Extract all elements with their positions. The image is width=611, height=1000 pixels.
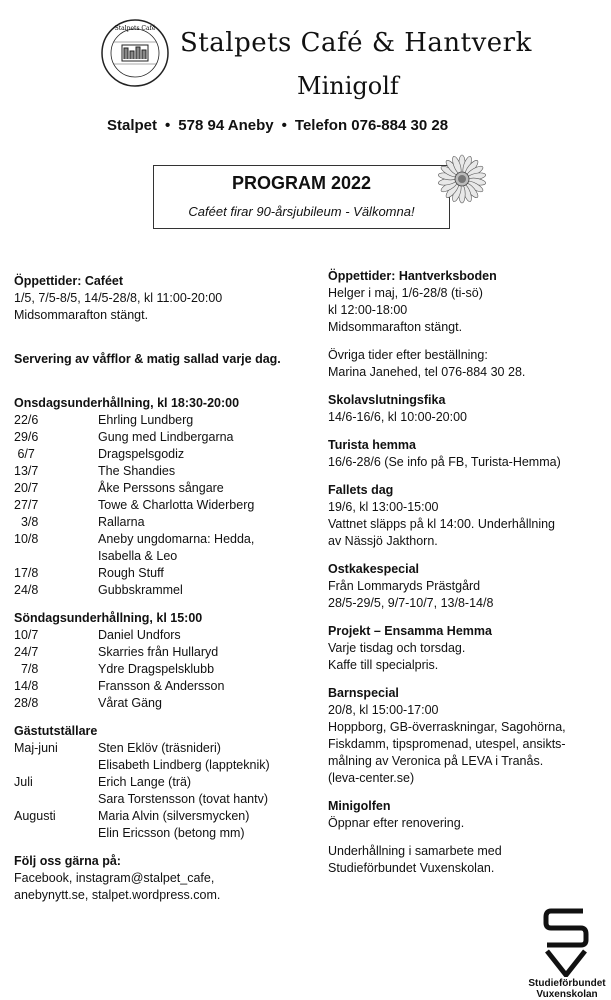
ostkake-line: Från Lommaryds Prästgård [328,579,481,593]
list-item [14,740,304,757]
item-name: Erich Lange (trä) [98,775,192,789]
crafts-hours-line: Helger i maj, 1/6-28/8 (ti-sö) [328,286,483,300]
list-item [14,429,304,446]
crafts-hours-line: kl 12:00-18:00 [328,303,408,317]
ostkake-line: 28/5-29/5, 9/7-10/7, 13/8-14/8 [328,596,494,610]
minigolf-line: Öppnar efter renovering. [328,816,465,830]
sv-logo-icon [543,907,589,977]
list-item [14,644,304,661]
item-name: Isabella & Leo [98,549,178,563]
follow-line: Facebook, instagram@stalpet_cafe, [14,871,215,885]
item-date: 10/8 [14,532,39,546]
item-name: Rough Stuff [98,566,164,580]
other-times-line: Marina Janehed, tel 076-884 30 28. [328,365,526,379]
list-item [14,678,304,695]
fallets-line: av Nässjö Jakthorn. [328,534,438,548]
list-item [14,548,304,565]
item-date: 29/6 [14,430,39,444]
list-item [14,565,304,582]
item-date: 22/6 [14,413,39,427]
item-date: 27/7 [14,498,39,512]
sv-logo-line: Studieförbundet [528,978,606,989]
item-name: Sten Eklöv (träsnideri) [98,741,221,755]
svg-text:Stalpets Café: Stalpets Café [114,25,156,32]
barn-line: målning av Veronica på LEVA i Tranås. [328,754,544,768]
sunday-list [14,627,304,712]
item-date: 20/7 [14,481,39,495]
projekt-line: Kaffe till specialpris. [328,658,439,672]
item-date: 10/7 [14,628,39,642]
fallets-line: 19/6, kl 13:00-15:00 [328,500,439,514]
ostkake-heading: Ostkakespecial [328,562,420,576]
other-times-line: Övriga tider efter beställning: [328,348,488,362]
list-item [14,774,304,791]
item-name: Towe & Charlotta Widerberg [98,498,255,512]
barn-heading: Barnspecial [328,686,399,700]
crafts-hours-line: Midsommarafton stängt. [328,320,463,334]
contact-postal: 578 94 Aneby [178,117,274,134]
list-item [14,582,304,599]
wednesday-list [14,412,304,599]
item-date: 17/8 [14,566,39,580]
cafe-hours-line: Midsommarafton stängt. [14,308,149,322]
contact-place: Stalpet [107,117,158,134]
projekt-heading: Projekt – Ensamma Hemma [328,624,492,638]
item-name: Ydre Dragspelsklubb [98,662,215,676]
list-item [14,791,304,808]
item-name: Gung med Lindbergarna [98,430,234,444]
item-name: Åke Perssons sångare [98,481,224,495]
item-name: Gubbskrammel [98,583,183,597]
item-date: 24/8 [14,583,39,597]
item-date: 6/7 [14,447,35,461]
list-item [14,514,304,531]
item-name: Vårat Gäng [98,696,162,710]
wednesday-heading: Onsdagsunderhållning, kl 18:30-20:00 [14,396,240,410]
follow-heading: Följ oss gärna på: [14,854,121,868]
list-item [14,446,304,463]
list-item [14,661,304,678]
list-item [14,463,304,480]
fallets-line: Vattnet släpps på kl 14:00. Underhållning [328,517,556,531]
page-title: Stalpets Café & Hantverk [180,28,532,58]
program-title: PROGRAM 2022 [231,173,372,193]
list-item [14,695,304,712]
item-name: Rallarna [98,515,145,529]
list-item [14,808,304,825]
barn-line: (leva-center.se) [328,771,415,785]
item-date: Maj-juni [14,741,58,755]
item-date: 14/8 [14,679,39,693]
guests-list [14,740,304,842]
list-item [14,480,304,497]
guests-heading: Gästutställare [14,724,98,738]
item-name: Aneby ungdomarna: Hedda, [98,532,255,546]
turista-heading: Turista hemma [328,438,416,452]
item-date: 7/8 [14,662,39,676]
item-date: 28/8 [14,696,39,710]
list-item [14,757,304,774]
flower-icon [436,153,488,205]
program-box [153,165,450,229]
sponsor-line: Underhållning i samarbete med [328,844,502,858]
list-item [14,412,304,429]
sponsor-line: Studieförbundet Vuxenskolan. [328,861,495,875]
serving-text: Servering av våfflor & matig sallad varje dag. [14,352,281,366]
sv-logo-line: Vuxenskolan [536,989,598,1000]
cafe-hours-heading: Öppettider: Caféet [14,274,124,288]
item-name: Sara Torstensson (tovat hantv) [98,792,268,806]
item-date: 3/8 [14,515,39,529]
item-name: Dragspelsgodiz [98,447,185,461]
follow-line: anebynytt.se, stalpet.wordpress.com. [14,888,221,902]
right-column [328,268,608,877]
item-name: Ehrling Lundberg [98,413,194,427]
projekt-line: Varje tisdag och torsdag. [328,641,466,655]
item-name: Elisabeth Lindberg (lappteknik) [98,758,270,772]
minigolf-heading: Minigolfen [328,799,391,813]
crafts-hours-heading: Öppettider: Hantverksboden [328,269,497,283]
list-item [14,497,304,514]
left-column [14,273,304,904]
contact-phone: Telefon 076-884 30 28 [294,117,449,134]
turista-line: 16/6-28/6 (Se info på FB, Turista-Hemma) [328,455,561,469]
list-item [14,531,304,548]
cafe-logo [100,18,170,88]
item-name: Skarries från Hullaryd [98,645,219,659]
item-name: Daniel Undfors [98,628,181,642]
barn-line: Fiskdamm, tipspromenad, utespel, ansikts- [328,737,566,751]
item-name: The Shandies [98,464,176,478]
fallets-heading: Fallets dag [328,483,394,497]
list-item [14,627,304,644]
page-subtitle: Minigolf [297,72,399,100]
sunday-heading: Söndagsunderhållning, kl 15:00 [14,611,203,625]
item-name: Elin Ericsson (betong mm) [98,826,245,840]
cafe-hours-line: 1/5, 7/5-8/5, 14/5-28/8, kl 11:00-20:00 [14,291,223,305]
item-date: Augusti [14,809,56,823]
program-subtitle: Caféet firar 90-årsjubileum - Välkomna! [188,204,415,219]
school-line: 14/6-16/6, kl 10:00-20:00 [328,410,467,424]
barn-line: 20/8, kl 15:00-17:00 [328,703,439,717]
item-name: Maria Alvin (silversmycken) [98,809,250,823]
list-item [14,825,304,842]
barn-line: Hoppborg, GB-överraskningar, Sagohörna, [328,720,566,734]
item-name: Fransson & Andersson [98,679,225,693]
item-date: Juli [14,775,33,789]
item-date: 13/7 [14,464,39,478]
school-heading: Skolavslutningsfika [328,393,446,407]
contact-line: Stalpet • 578 94 Aneby • Telefon 076-884 30 28 [107,117,449,134]
item-date: 24/7 [14,645,39,659]
sv-logo-text [522,978,611,1000]
